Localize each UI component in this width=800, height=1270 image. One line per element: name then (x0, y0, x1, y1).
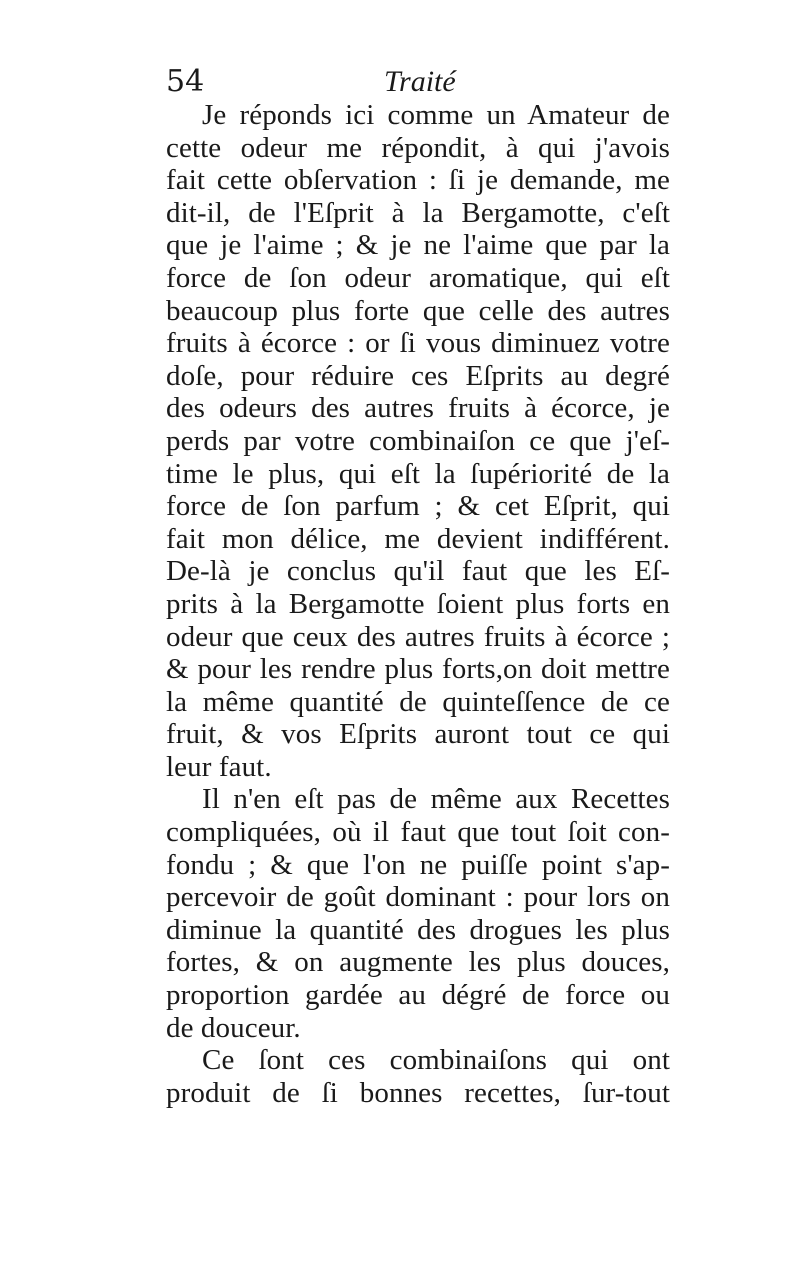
text-line: & pour les rendre plus forts,on doit mettre (166, 653, 670, 686)
text-line: force de ſon parfum ; & cet Eſprit, qui (166, 490, 670, 523)
body-text (166, 99, 670, 1109)
text-line: perds par votre combinaiſon ce que j'eſ- (166, 424, 670, 457)
text-line: diminue la quantité des drogues les plus (166, 913, 670, 946)
text-line: prits à la Bergamotte ſoient plus forts en (166, 587, 670, 620)
text-line: odeur que ceux des autres fruits à écorce ; (166, 620, 670, 653)
text-line: time le plus, qui eſt la ſupériorité de la (166, 457, 670, 490)
text-line: Ce ſont ces combinaiſons qui ont (202, 1044, 670, 1077)
text-line: fruit, & vos Eſprits auront tout ce qui (166, 718, 670, 751)
text-line: proportion gardée au dégré de force ou (166, 979, 670, 1012)
text-line: fait cette obſervation : ſi je demande, me (166, 164, 670, 197)
text-line: fait mon délice, me devient indifférent. (166, 522, 670, 555)
text-line: beaucoup plus forte que celle des autres (166, 294, 670, 327)
text-line: percevoir de goût dominant : pour lors on (166, 881, 670, 914)
text-line: de douceur. (166, 1011, 301, 1044)
text-line: cette odeur me répondit, à qui j'avois (166, 131, 670, 164)
running-title: Traité (384, 65, 456, 98)
text-line: doſe, pour réduire ces Eſprits au degré (166, 359, 670, 392)
text-line: compliquées, où il faut que tout ſoit con- (166, 816, 670, 849)
text-line: leur faut. (166, 750, 272, 783)
text-line: la même quantité de quinteſſence de ce (166, 685, 670, 718)
page-number: 54 (166, 64, 205, 99)
text-line: dit-il, de l'Eſprit à la Bergamotte, c'eſt (166, 196, 670, 229)
text-line: fondu ; & que l'on ne puiſſe point s'ap- (166, 848, 670, 881)
text-line: fruits à écorce : or ſi vous diminuez votre (166, 327, 670, 360)
text-line: fortes, & on augmente les plus douces, (166, 946, 670, 979)
running-head (166, 62, 666, 102)
text-line: que je l'aime ; & je ne l'aime que par la (166, 229, 670, 262)
text-line: produit de ſi bonnes recettes, ſur-tout (166, 1076, 670, 1109)
text-line: De-là je conclus qu'il faut que les Eſ- (166, 555, 670, 588)
text-line: des odeurs des autres fruits à écorce, je (166, 392, 670, 425)
text-line: Je réponds ici comme un Amateur de (202, 99, 670, 131)
text-line: Il n'en eſt pas de même aux Recettes (202, 783, 670, 816)
text-line: force de ſon odeur aromatique, qui eſt (166, 261, 670, 294)
